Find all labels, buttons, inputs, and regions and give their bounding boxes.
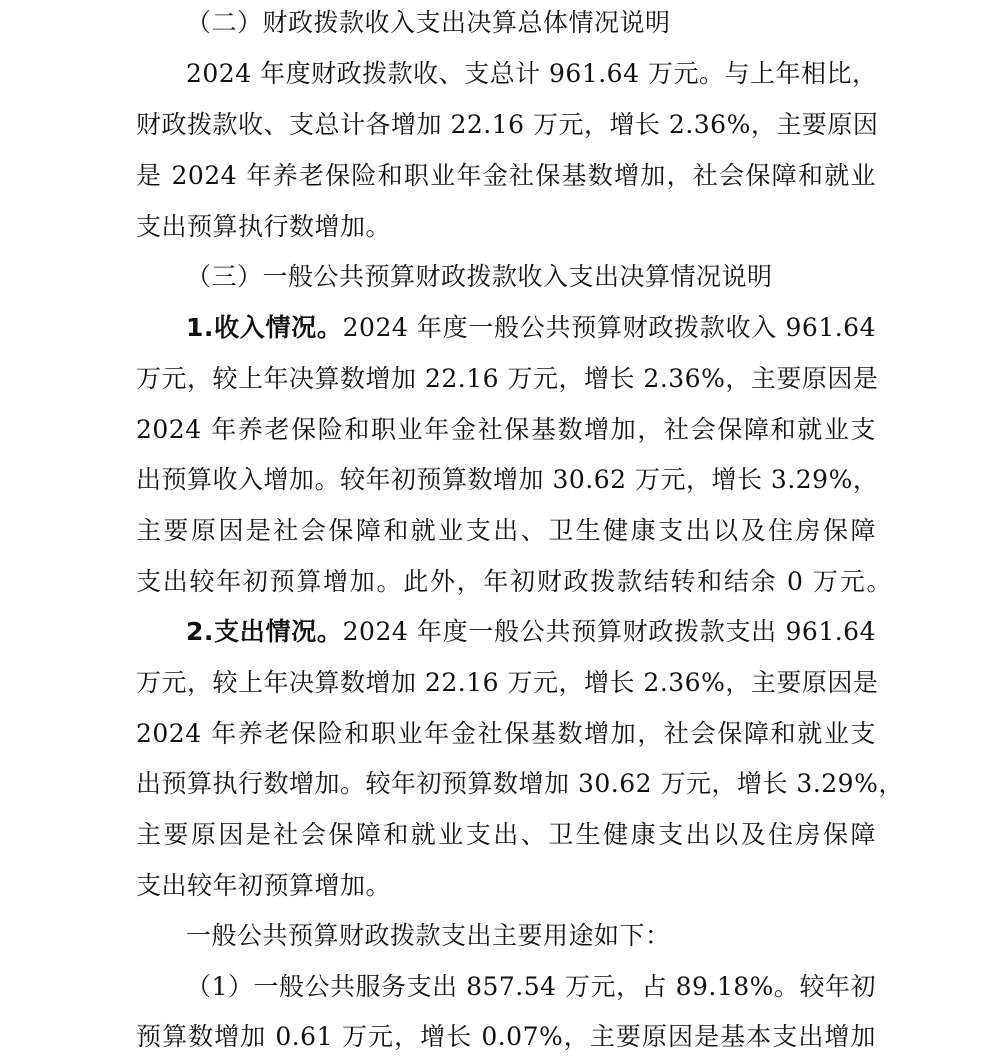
paragraph-line: 2024 年养老保险和职业年金社保基数增加，社会保障和就业支 [136,415,876,444]
expenditure-label: 2.支出情况。 [186,617,343,646]
paragraph-line: 支出预算执行数增加。 [136,212,392,241]
section-heading-general-budget: （三）一般公共预算财政拨款收入支出决算情况说明 [186,262,773,291]
paragraph-line: 万元，较上年决算数增加 22.16 万元，增长 2.36%，主要原因是 [136,364,879,393]
paragraph-line: 主要原因是社会保障和就业支出、卫生健康支出以及住房保障 [136,820,876,849]
income-first-text: 2024 年度一般公共预算财政拨款收入 961.64 [342,313,876,342]
usage-intro: 一般公共预算财政拨款支出主要用途如下： [186,921,671,950]
usage-item-1: （1）一般公共服务支出 857.54 万元，占 89.18%。较年初 [186,972,876,1001]
paragraph-line: 2024 年度财政拨款收、支总计 961.64 万元。与上年相比， [186,59,878,88]
paragraph-line: 是 2024 年养老保险和职业年金社保基数增加，社会保障和就业 [136,161,876,190]
paragraph-line: 出预算执行数增加。较年初预算数增加 30.62 万元，增长 3.29%， [136,769,904,798]
paragraph-line: 财政拨款收、支总计各增加 22.16 万元，增长 2.36%，主要原因 [136,110,879,139]
paragraph-line: 万元，较上年决算数增加 22.16 万元，增长 2.36%，主要原因是 [136,668,879,697]
expenditure-first-text: 2024 年度一般公共预算财政拨款支出 961.64 [342,617,876,646]
expenditure-first-line [186,615,876,649]
paragraph-line: 主要原因是社会保障和就业支出、卫生健康支出以及住房保障 [136,516,876,545]
paragraph-line: 支出较年初预算增加。此外，年初财政拨款结转和结余 0 万元。 [136,567,892,596]
section-heading-overall: （二）财政拨款收入支出决算总体情况说明 [186,8,671,37]
income-first-line [186,311,876,345]
paragraph-line: 预算数增加 0.61 万元，增长 0.07%，主要原因是基本支出增加 [136,1022,876,1051]
income-label: 1.收入情况。 [186,313,343,342]
paragraph-line: 出预算收入增加。较年初预算数增加 30.62 万元，增长 3.29%， [136,465,879,494]
paragraph-line: 支出较年初预算增加。 [136,871,392,900]
paragraph-line: 2024 年养老保险和职业年金社保基数增加，社会保障和就业支 [136,719,876,748]
